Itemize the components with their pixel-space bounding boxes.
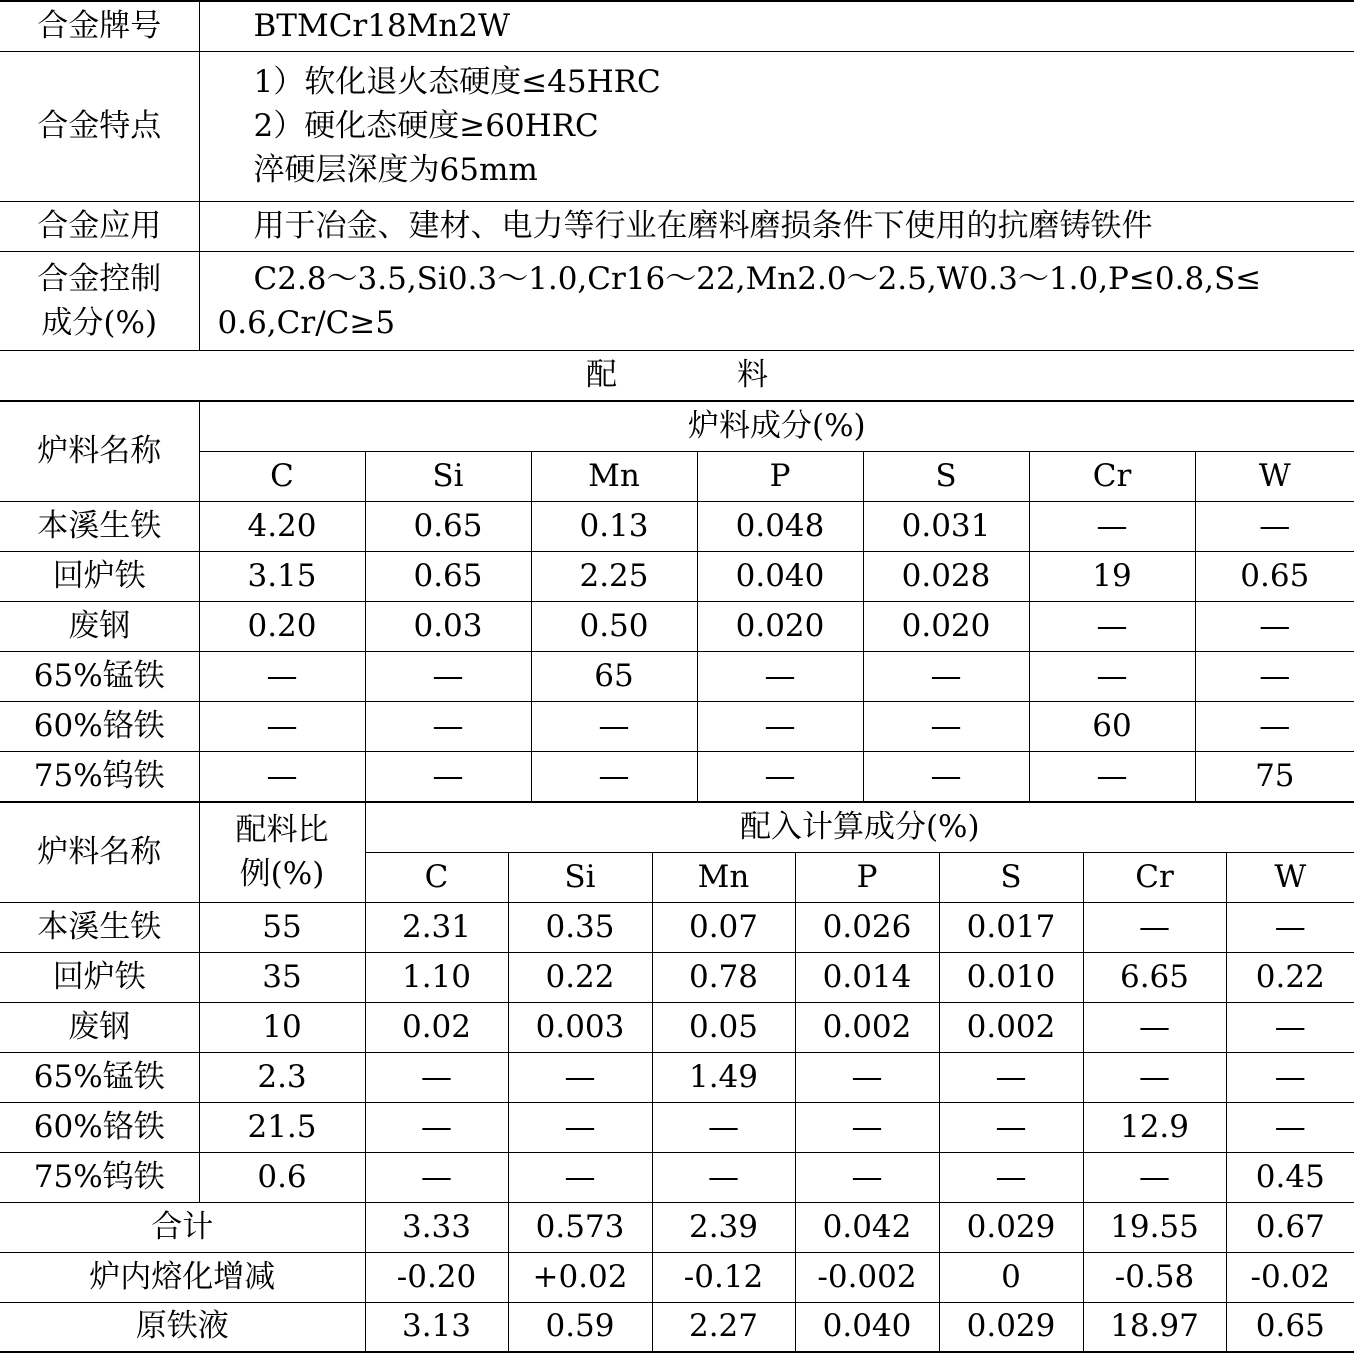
table-row (0, 1002, 1354, 1052)
section-title (0, 350, 1354, 400)
summary-label: 原铁液 (0, 1302, 365, 1352)
summary-row (0, 1302, 1354, 1352)
charge-material-name: 60%铬铁 (0, 701, 199, 751)
features-label: 合金特点 (0, 51, 199, 201)
calc-ratio-cell: 35 (199, 952, 365, 1002)
charge-value-cell: — (1029, 601, 1195, 651)
calc-value-cell: 0.017 (939, 902, 1083, 952)
summary-value-cell: 0.573 (508, 1202, 652, 1252)
calc-value-cell: — (1226, 1102, 1354, 1152)
charge-value-cell: — (199, 751, 365, 801)
charge-value-cell: — (365, 701, 531, 751)
summary-value-cell: 0.67 (1226, 1202, 1354, 1252)
feature-line: 2）硬化态硬度≥60HRC (254, 104, 1354, 148)
calc-value-cell: 0.010 (939, 952, 1083, 1002)
summary-value-cell: 0.65 (1226, 1302, 1354, 1352)
charge-value-cell: — (531, 701, 697, 751)
grade-label: 合金牌号 (0, 1, 199, 51)
calc-value-cell: — (365, 1152, 508, 1202)
calc-ratio-cell: 0.6 (199, 1152, 365, 1202)
calc-value-cell: — (795, 1102, 939, 1152)
calc-value-cell: — (939, 1102, 1083, 1152)
calc-value-cell: — (795, 1052, 939, 1102)
table-row (0, 651, 1354, 701)
calc-ratio-cell: 10 (199, 1002, 365, 1052)
charge-value-cell: 2.25 (531, 551, 697, 601)
calc-value-cell: 2.31 (365, 902, 508, 952)
calc-value-cell: — (508, 1152, 652, 1202)
charge-value-cell: 0.03 (365, 601, 531, 651)
table-row (0, 1152, 1354, 1202)
charge-value-cell: 75 (1195, 751, 1354, 801)
table-row (0, 551, 1354, 601)
composition-line: 0.6,Cr/C≥5 (218, 301, 1354, 345)
charge-value-cell: — (697, 751, 863, 801)
calc-ratio-cell: 21.5 (199, 1102, 365, 1152)
charge-composition-table (0, 401, 1354, 802)
charge-material-name: 废钢 (0, 601, 199, 651)
table-row (0, 501, 1354, 551)
calc-value-cell: 0.35 (508, 902, 652, 952)
calc-value-cell: — (939, 1152, 1083, 1202)
calculated-composition-table (0, 802, 1354, 1353)
charge-value-cell: 0.020 (697, 601, 863, 651)
summary-value-cell: 2.27 (652, 1302, 795, 1352)
calc-ratio-header (199, 802, 365, 902)
calc-value-cell: 0.014 (795, 952, 939, 1002)
calc-material-name: 回炉铁 (0, 952, 199, 1002)
charge-value-cell: 65 (531, 651, 697, 701)
charge-value-cell: 0.048 (697, 501, 863, 551)
composition-label-line: 成分(%) (0, 301, 199, 345)
calc-ratio-cell: 2.3 (199, 1052, 365, 1102)
charge-value-cell: — (1195, 701, 1354, 751)
calc-material-name: 废钢 (0, 1002, 199, 1052)
calc-element-header-si: Si (508, 852, 652, 902)
calc-value-cell: 0.002 (795, 1002, 939, 1052)
calc-value-cell: 0.002 (939, 1002, 1083, 1052)
charge-value-cell: 0.13 (531, 501, 697, 551)
ratio-header-line: 例(%) (200, 852, 365, 896)
summary-value-cell: 0.029 (939, 1302, 1083, 1352)
calc-value-cell: 1.49 (652, 1052, 795, 1102)
charge-value-cell: — (697, 651, 863, 701)
calc-element-header-s: S (939, 852, 1083, 902)
calc-value-cell: — (365, 1102, 508, 1152)
charge-value-cell: — (199, 651, 365, 701)
calc-material-name: 60%铬铁 (0, 1102, 199, 1152)
application-label: 合金应用 (0, 201, 199, 251)
composition-value (199, 251, 1354, 350)
table-row (0, 601, 1354, 651)
features-value (199, 51, 1354, 201)
charge-material-name: 本溪生铁 (0, 501, 199, 551)
charge-value-cell: 0.20 (199, 601, 365, 651)
element-header-si: Si (365, 451, 531, 501)
charge-value-cell: — (697, 701, 863, 751)
summary-row (0, 1252, 1354, 1302)
composition-label (0, 251, 199, 350)
summary-row (0, 1202, 1354, 1252)
application-value: 用于冶金、建材、电力等行业在磨料磨损条件下使用的抗磨铸铁件 (199, 201, 1354, 251)
summary-value-cell: -0.02 (1226, 1252, 1354, 1302)
ratio-header-line: 配料比 (200, 808, 365, 852)
calc-value-cell: — (652, 1102, 795, 1152)
charge-material-name: 回炉铁 (0, 551, 199, 601)
charge-value-cell: — (1195, 651, 1354, 701)
charge-value-cell: — (863, 651, 1029, 701)
feature-line: 淬硬层深度为65mm (254, 148, 1354, 192)
calc-value-cell: 0.05 (652, 1002, 795, 1052)
element-header-p: P (697, 451, 863, 501)
charge-value-cell: — (1029, 501, 1195, 551)
summary-value-cell: -0.20 (365, 1252, 508, 1302)
table-row (0, 952, 1354, 1002)
charge-value-cell: 0.65 (1195, 551, 1354, 601)
calc-group-header: 配入计算成分(%) (365, 802, 1354, 852)
calc-material-name: 本溪生铁 (0, 902, 199, 952)
calc-element-header-w: W (1226, 852, 1354, 902)
table-row (0, 1052, 1354, 1102)
calc-value-cell: — (508, 1102, 652, 1152)
calc-value-cell: 0.02 (365, 1002, 508, 1052)
calc-value-cell: — (1226, 902, 1354, 952)
charge-value-cell: 4.20 (199, 501, 365, 551)
table-row (0, 1102, 1354, 1152)
calc-value-cell: 1.10 (365, 952, 508, 1002)
charge-material-name: 65%锰铁 (0, 651, 199, 701)
summary-value-cell: 0.040 (795, 1302, 939, 1352)
charge-group-header: 炉料成分(%) (199, 401, 1354, 451)
calc-element-header-c: C (365, 852, 508, 902)
calc-value-cell: — (365, 1052, 508, 1102)
calc-value-cell: — (1083, 1152, 1226, 1202)
composition-line: C2.8～3.5,Si0.3～1.0,Cr16～22,Mn2.0～2.5,W0.3～1.0,P≤0.8,S≤ (218, 257, 1354, 301)
summary-value-cell: +0.02 (508, 1252, 652, 1302)
calc-value-cell: 0.45 (1226, 1152, 1354, 1202)
charge-value-cell: — (1029, 751, 1195, 801)
charge-value-cell: — (1195, 601, 1354, 651)
section-title-right: 料 (737, 357, 768, 393)
summary-value-cell: -0.002 (795, 1252, 939, 1302)
charge-value-cell: 0.65 (365, 551, 531, 601)
calc-name-header: 炉料名称 (0, 802, 199, 902)
summary-value-cell: 19.55 (1083, 1202, 1226, 1252)
charge-value-cell: 0.65 (365, 501, 531, 551)
summary-value-cell: 0.042 (795, 1202, 939, 1252)
charge-value-cell: — (1029, 651, 1195, 701)
calc-value-cell: 0.07 (652, 902, 795, 952)
alloy-info-table (0, 0, 1354, 401)
summary-value-cell: 3.33 (365, 1202, 508, 1252)
summary-value-cell: 0 (939, 1252, 1083, 1302)
summary-value-cell: -0.58 (1083, 1252, 1226, 1302)
calc-value-cell: — (1083, 1002, 1226, 1052)
summary-value-cell: 0.029 (939, 1202, 1083, 1252)
charge-value-cell: 19 (1029, 551, 1195, 601)
element-header-cr: Cr (1029, 451, 1195, 501)
calc-material-name: 65%锰铁 (0, 1052, 199, 1102)
calc-value-cell: — (1083, 902, 1226, 952)
charge-material-name: 75%钨铁 (0, 751, 199, 801)
charge-value-cell: 0.50 (531, 601, 697, 651)
calc-value-cell: 0.22 (1226, 952, 1354, 1002)
calc-ratio-cell: 55 (199, 902, 365, 952)
section-title-left: 配 (586, 357, 617, 393)
table-row (0, 902, 1354, 952)
table-row (0, 701, 1354, 751)
calc-value-cell: 0.78 (652, 952, 795, 1002)
summary-value-cell: 18.97 (1083, 1302, 1226, 1352)
charge-value-cell: 0.020 (863, 601, 1029, 651)
charge-value-cell: 3.15 (199, 551, 365, 601)
calc-value-cell: 0.22 (508, 952, 652, 1002)
summary-value-cell: 0.59 (508, 1302, 652, 1352)
calc-value-cell: 12.9 (1083, 1102, 1226, 1152)
charge-value-cell: 60 (1029, 701, 1195, 751)
calc-value-cell: — (1226, 1002, 1354, 1052)
summary-value-cell: -0.12 (652, 1252, 795, 1302)
element-header-mn: Mn (531, 451, 697, 501)
charge-value-cell: 0.031 (863, 501, 1029, 551)
summary-value-cell: 3.13 (365, 1302, 508, 1352)
charge-value-cell: — (1195, 501, 1354, 551)
grade-value: BTMCr18Mn2W (199, 1, 1354, 51)
calc-value-cell: — (939, 1052, 1083, 1102)
feature-line: 1）软化退火态硬度≤45HRC (254, 60, 1354, 104)
summary-value-cell: 2.39 (652, 1202, 795, 1252)
calc-value-cell: — (508, 1052, 652, 1102)
charge-value-cell: 0.028 (863, 551, 1029, 601)
calc-value-cell: 0.003 (508, 1002, 652, 1052)
element-header-c: C (199, 451, 365, 501)
calc-value-cell: 0.026 (795, 902, 939, 952)
summary-label: 炉内熔化增减 (0, 1252, 365, 1302)
element-header-s: S (863, 451, 1029, 501)
calc-value-cell: — (1083, 1052, 1226, 1102)
composition-label-line: 合金控制 (0, 257, 199, 301)
calc-value-cell: — (652, 1152, 795, 1202)
charge-name-header: 炉料名称 (0, 401, 199, 501)
calc-element-header-p: P (795, 852, 939, 902)
charge-value-cell: — (365, 651, 531, 701)
calc-element-header-cr: Cr (1083, 852, 1226, 902)
charge-value-cell: 0.040 (697, 551, 863, 601)
calc-material-name: 75%钨铁 (0, 1152, 199, 1202)
charge-value-cell: — (199, 701, 365, 751)
charge-value-cell: — (531, 751, 697, 801)
calc-value-cell: — (1226, 1052, 1354, 1102)
calc-value-cell: 6.65 (1083, 952, 1226, 1002)
charge-value-cell: — (863, 701, 1029, 751)
calc-value-cell: — (795, 1152, 939, 1202)
summary-label: 合计 (0, 1202, 365, 1252)
calc-element-header-mn: Mn (652, 852, 795, 902)
charge-value-cell: — (365, 751, 531, 801)
charge-value-cell: — (863, 751, 1029, 801)
table-row (0, 751, 1354, 801)
element-header-w: W (1195, 451, 1354, 501)
